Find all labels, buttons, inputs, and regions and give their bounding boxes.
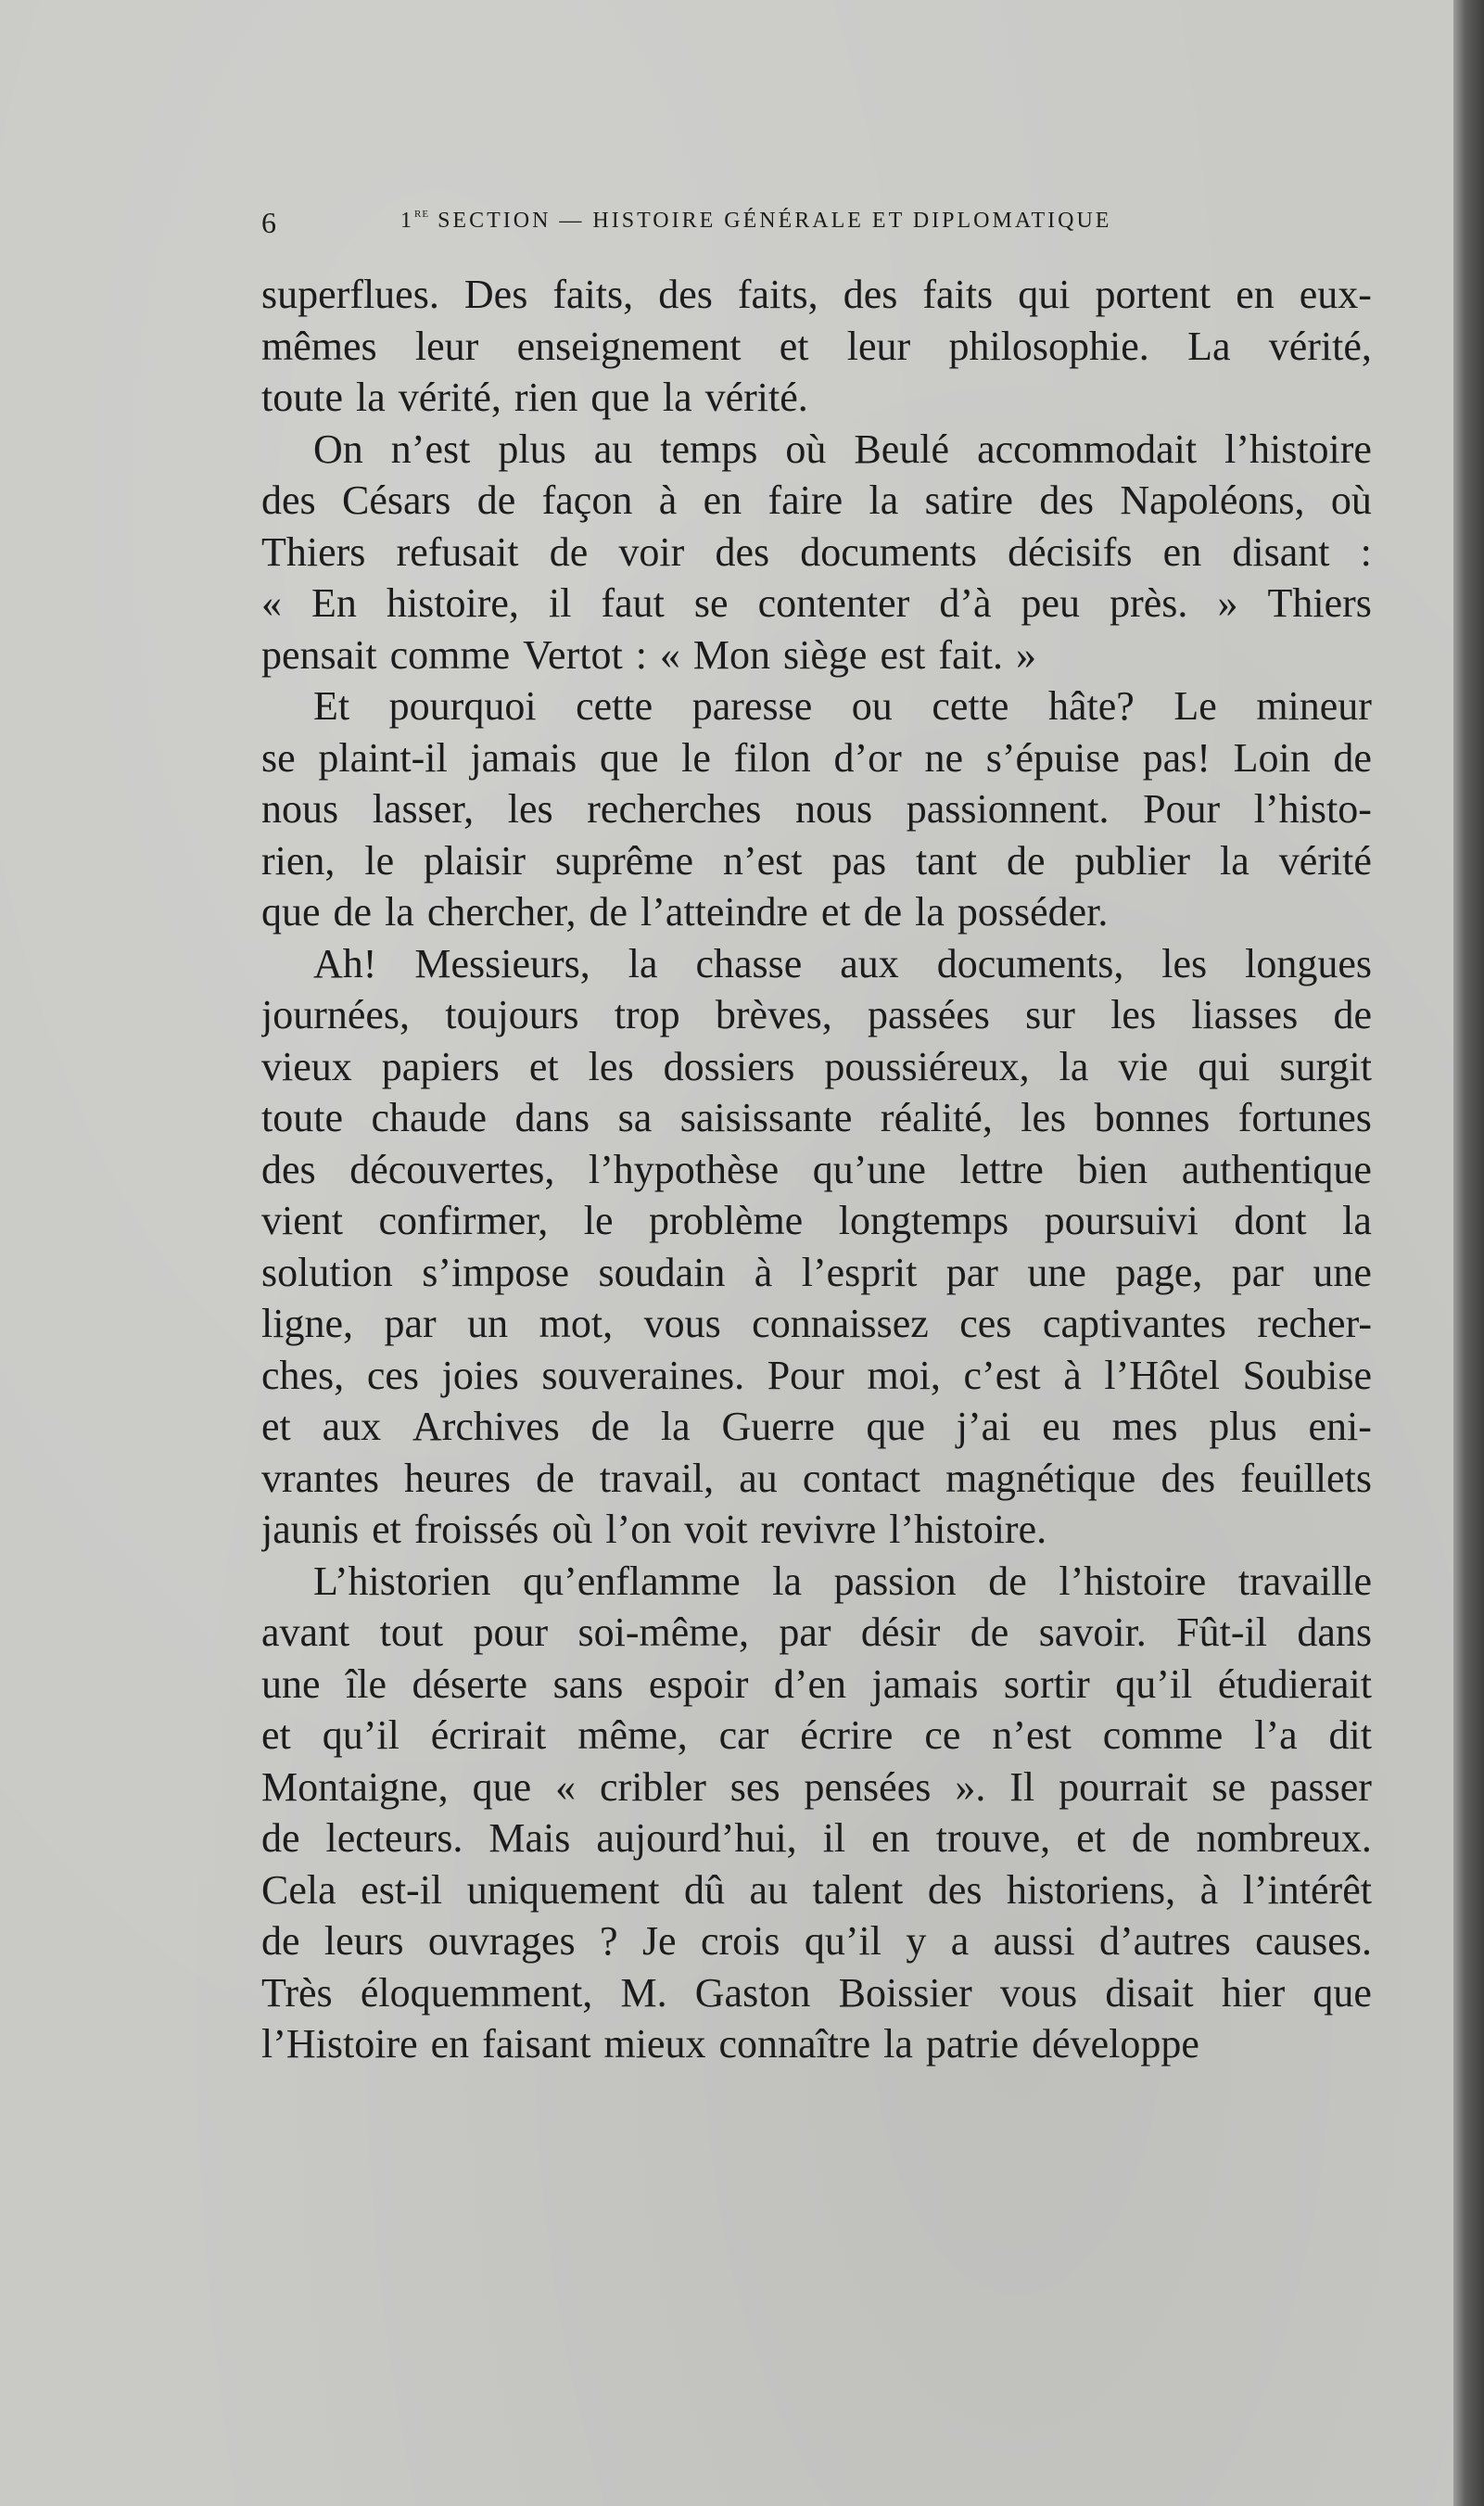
text-line: Et pourquoi cette paresse ou cette hâte? Le mineur bbox=[313, 683, 1372, 729]
text-line: ligne, par un mot, vous connaissez ces captivantes recher- bbox=[261, 1301, 1372, 1346]
text-line: nous lasser, les recherches nous passionnent. Pour l’histo- bbox=[261, 786, 1372, 832]
text-line: Montaigne, que « cribler ses pensées ». Il pourrait se passer bbox=[261, 1763, 1372, 1810]
text-line: une île déserte sans espoir d’en jamais sortir qu’il étudierait bbox=[261, 1660, 1372, 1707]
text-line: mêmes leur enseignement et leur philosophie. La vérité, bbox=[261, 323, 1372, 369]
text-line: solution s’impose soudain à l’esprit par une page, par une bbox=[261, 1249, 1372, 1295]
text-line: et aux Archives de la Guerre que j’ai eu mes plus eni- bbox=[261, 1404, 1372, 1449]
section-number: 1 bbox=[400, 209, 414, 233]
page-number: 6 bbox=[261, 206, 278, 239]
text-line: vieux papiers et les dossiers poussiéreux, la vie qui surgit bbox=[261, 1043, 1372, 1089]
text-line: Très éloquemment, M. Gaston Boissier vous disait hier que bbox=[261, 1969, 1372, 2016]
paragraph bbox=[261, 269, 1372, 424]
paragraph bbox=[261, 681, 1372, 938]
section-number-suffix: re bbox=[414, 206, 430, 221]
text-line: rien, le plaisir suprême n’est pas tant de publier la vérité bbox=[261, 837, 1372, 884]
text-line: toute chaude dans sa saisissante réalité, les bonnes fortunes bbox=[261, 1095, 1372, 1140]
text-line: l’Histoire en faisant mieux connaître la patrie développe bbox=[261, 2021, 1199, 2067]
text-line: superflues. Des faits, des faits, des faits qui portent en eux- bbox=[261, 272, 1372, 317]
text-line: que de la chercher, de l’atteindre et de la posséder. bbox=[261, 889, 1109, 935]
section-title-text: SECTION — HISTOIRE GÉNÉRALE ET DIPLOMATIQUE bbox=[438, 209, 1112, 233]
text-line: « En histoire, il faut se contenter d’à peu près. » Thiers bbox=[261, 580, 1372, 626]
body-text bbox=[261, 269, 1372, 2070]
text-line: toute la vérité, rien que la vérité. bbox=[261, 375, 808, 420]
text-line: ches, ces joies souveraines. Pour moi, c’est à l’Hôtel Soubise bbox=[261, 1352, 1372, 1398]
text-line: vient confirmer, le problème longtemps poursuivi dont la bbox=[261, 1198, 1372, 1243]
text-line: Cela est-il uniquement dû au talent des historiens, à l’intérêt bbox=[261, 1866, 1372, 1913]
text-line: On n’est plus au temps où Beulé accommodait l’histoire bbox=[313, 426, 1372, 472]
paragraph bbox=[261, 938, 1372, 1556]
text-line: des Césars de façon à en faire la satire des Napoléons, où bbox=[261, 477, 1372, 523]
text-line: se plaint-il jamais que le filon d’or ne s’épuise pas! Loin de bbox=[261, 734, 1372, 781]
text-line: de lecteurs. Mais aujourd’hui, il en trouve, et de nombreux. bbox=[261, 1815, 1372, 1861]
text-line: jaunis et froissés où l’on voit revivre l’histoire. bbox=[261, 1507, 1047, 1552]
text-line: des découvertes, l’hypothèse qu’une lettre bien authentique bbox=[261, 1146, 1372, 1192]
text-line: vrantes heures de travail, au contact magnétique des feuillets bbox=[261, 1455, 1372, 1501]
section-title bbox=[400, 208, 1111, 234]
paragraph bbox=[261, 1556, 1372, 2070]
paragraph bbox=[261, 424, 1372, 681]
text-line: avant tout pour soi-même, par désir de savoir. Fût-il dans bbox=[261, 1609, 1372, 1655]
page-edge bbox=[1453, 0, 1484, 2506]
text-line: Thiers refusait de voir des documents décisifs en disant : bbox=[261, 528, 1372, 575]
text-line: journées, toujours trop brèves, passées sur les liasses de bbox=[261, 992, 1372, 1037]
text-line: de leurs ouvrages ? Je crois qu’il y a aussi d’autres causes. bbox=[261, 1918, 1372, 1964]
text-line: pensait comme Vertot : « Mon siège est fait. » bbox=[261, 631, 1036, 678]
running-head bbox=[261, 206, 1374, 252]
text-line: L’historien qu’enflamme la passion de l’histoire travaille bbox=[313, 1558, 1372, 1604]
text-line: Ah! Messieurs, la chasse aux documents, les longues bbox=[313, 940, 1372, 986]
text-line: et qu’il écrirait même, car écrire ce n’est comme l’a dit bbox=[261, 1712, 1372, 1758]
